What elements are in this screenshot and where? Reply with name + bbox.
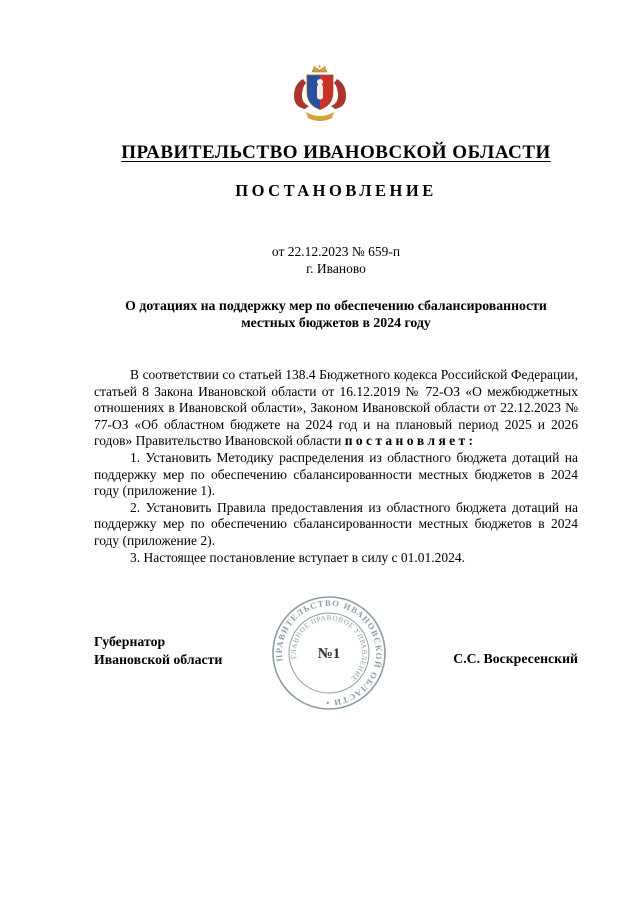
paragraph-intro-text: В соответствии со статьей 138.4 Бюджетного кодекса Российской Федерации, статьей 8 Закона Ивановской области от 16.12.2019 № 72-ОЗ «О межбюджетных отношениях в Ивановской области», Законом Ивановской области от 22.12.2023 № 77-ОЗ «Об областном бюджете на 2024 год и на плановый период 2025 и 2026 годов» Правительство Ивановской области: [94, 367, 578, 449]
paragraph-intro: [94, 367, 578, 450]
emblem-container: [0, 0, 640, 128]
signature-position-line2: Ивановской области: [94, 652, 223, 667]
stamp-outer-text: ПРАВИТЕЛЬСТВО ИВАНОВСКОЙ ОБЛАСТИ •: [273, 597, 385, 709]
signature-position: [94, 633, 222, 669]
doc-date-number: от 22.12.2023 № 659-п: [271, 244, 401, 259]
coat-of-arms-ivanovo-icon: [287, 64, 353, 124]
stamp-center-number: №1: [317, 646, 341, 662]
ribbon-icon: [306, 112, 334, 121]
stamp-icon: [264, 588, 394, 718]
doc-subject: [94, 297, 578, 331]
official-stamp: [264, 588, 394, 718]
paragraph-item-1: 1. Установить Методику распределения из областного бюджета дотаций на поддержку мер по обеспечению сбалансированности местных бюджетов в 2024 году (приложение 1).: [94, 449, 578, 499]
doc-city: г. Иваново: [306, 261, 366, 276]
paragraph-item-3: 3. Настоящее постановление вступает в силу с 01.01.2024.: [130, 549, 466, 565]
org-name: ПРАВИТЕЛЬСТВО ИВАНОВСКОЙ ОБЛАСТИ: [121, 142, 551, 163]
doc-subject-line1: О дотациях на поддержку мер по обеспечению сбалансированности: [125, 298, 547, 313]
stamp-inner-text: ГЛАВНОЕ ПРАВОВОЕ УПРАВЛЕНИЕ: [289, 613, 369, 683]
signature-name: С.С. Воскресенский: [453, 651, 578, 666]
doc-subject-line2: местных бюджетов в 2024 году: [241, 315, 431, 330]
paragraph-item-2: 2. Установить Правила предоставления из областного бюджета дотаций на поддержку мер по обеспечению сбалансированности местных бюджетов в 2024 году (приложение 2).: [94, 499, 578, 548]
decree-word: п о с т а н о в л я е т :: [344, 433, 473, 449]
doc-type: ПОСТАНОВЛЕНИЕ: [235, 181, 437, 200]
signature-position-line1: Губернатор: [94, 634, 166, 649]
document-body: [94, 367, 578, 566]
